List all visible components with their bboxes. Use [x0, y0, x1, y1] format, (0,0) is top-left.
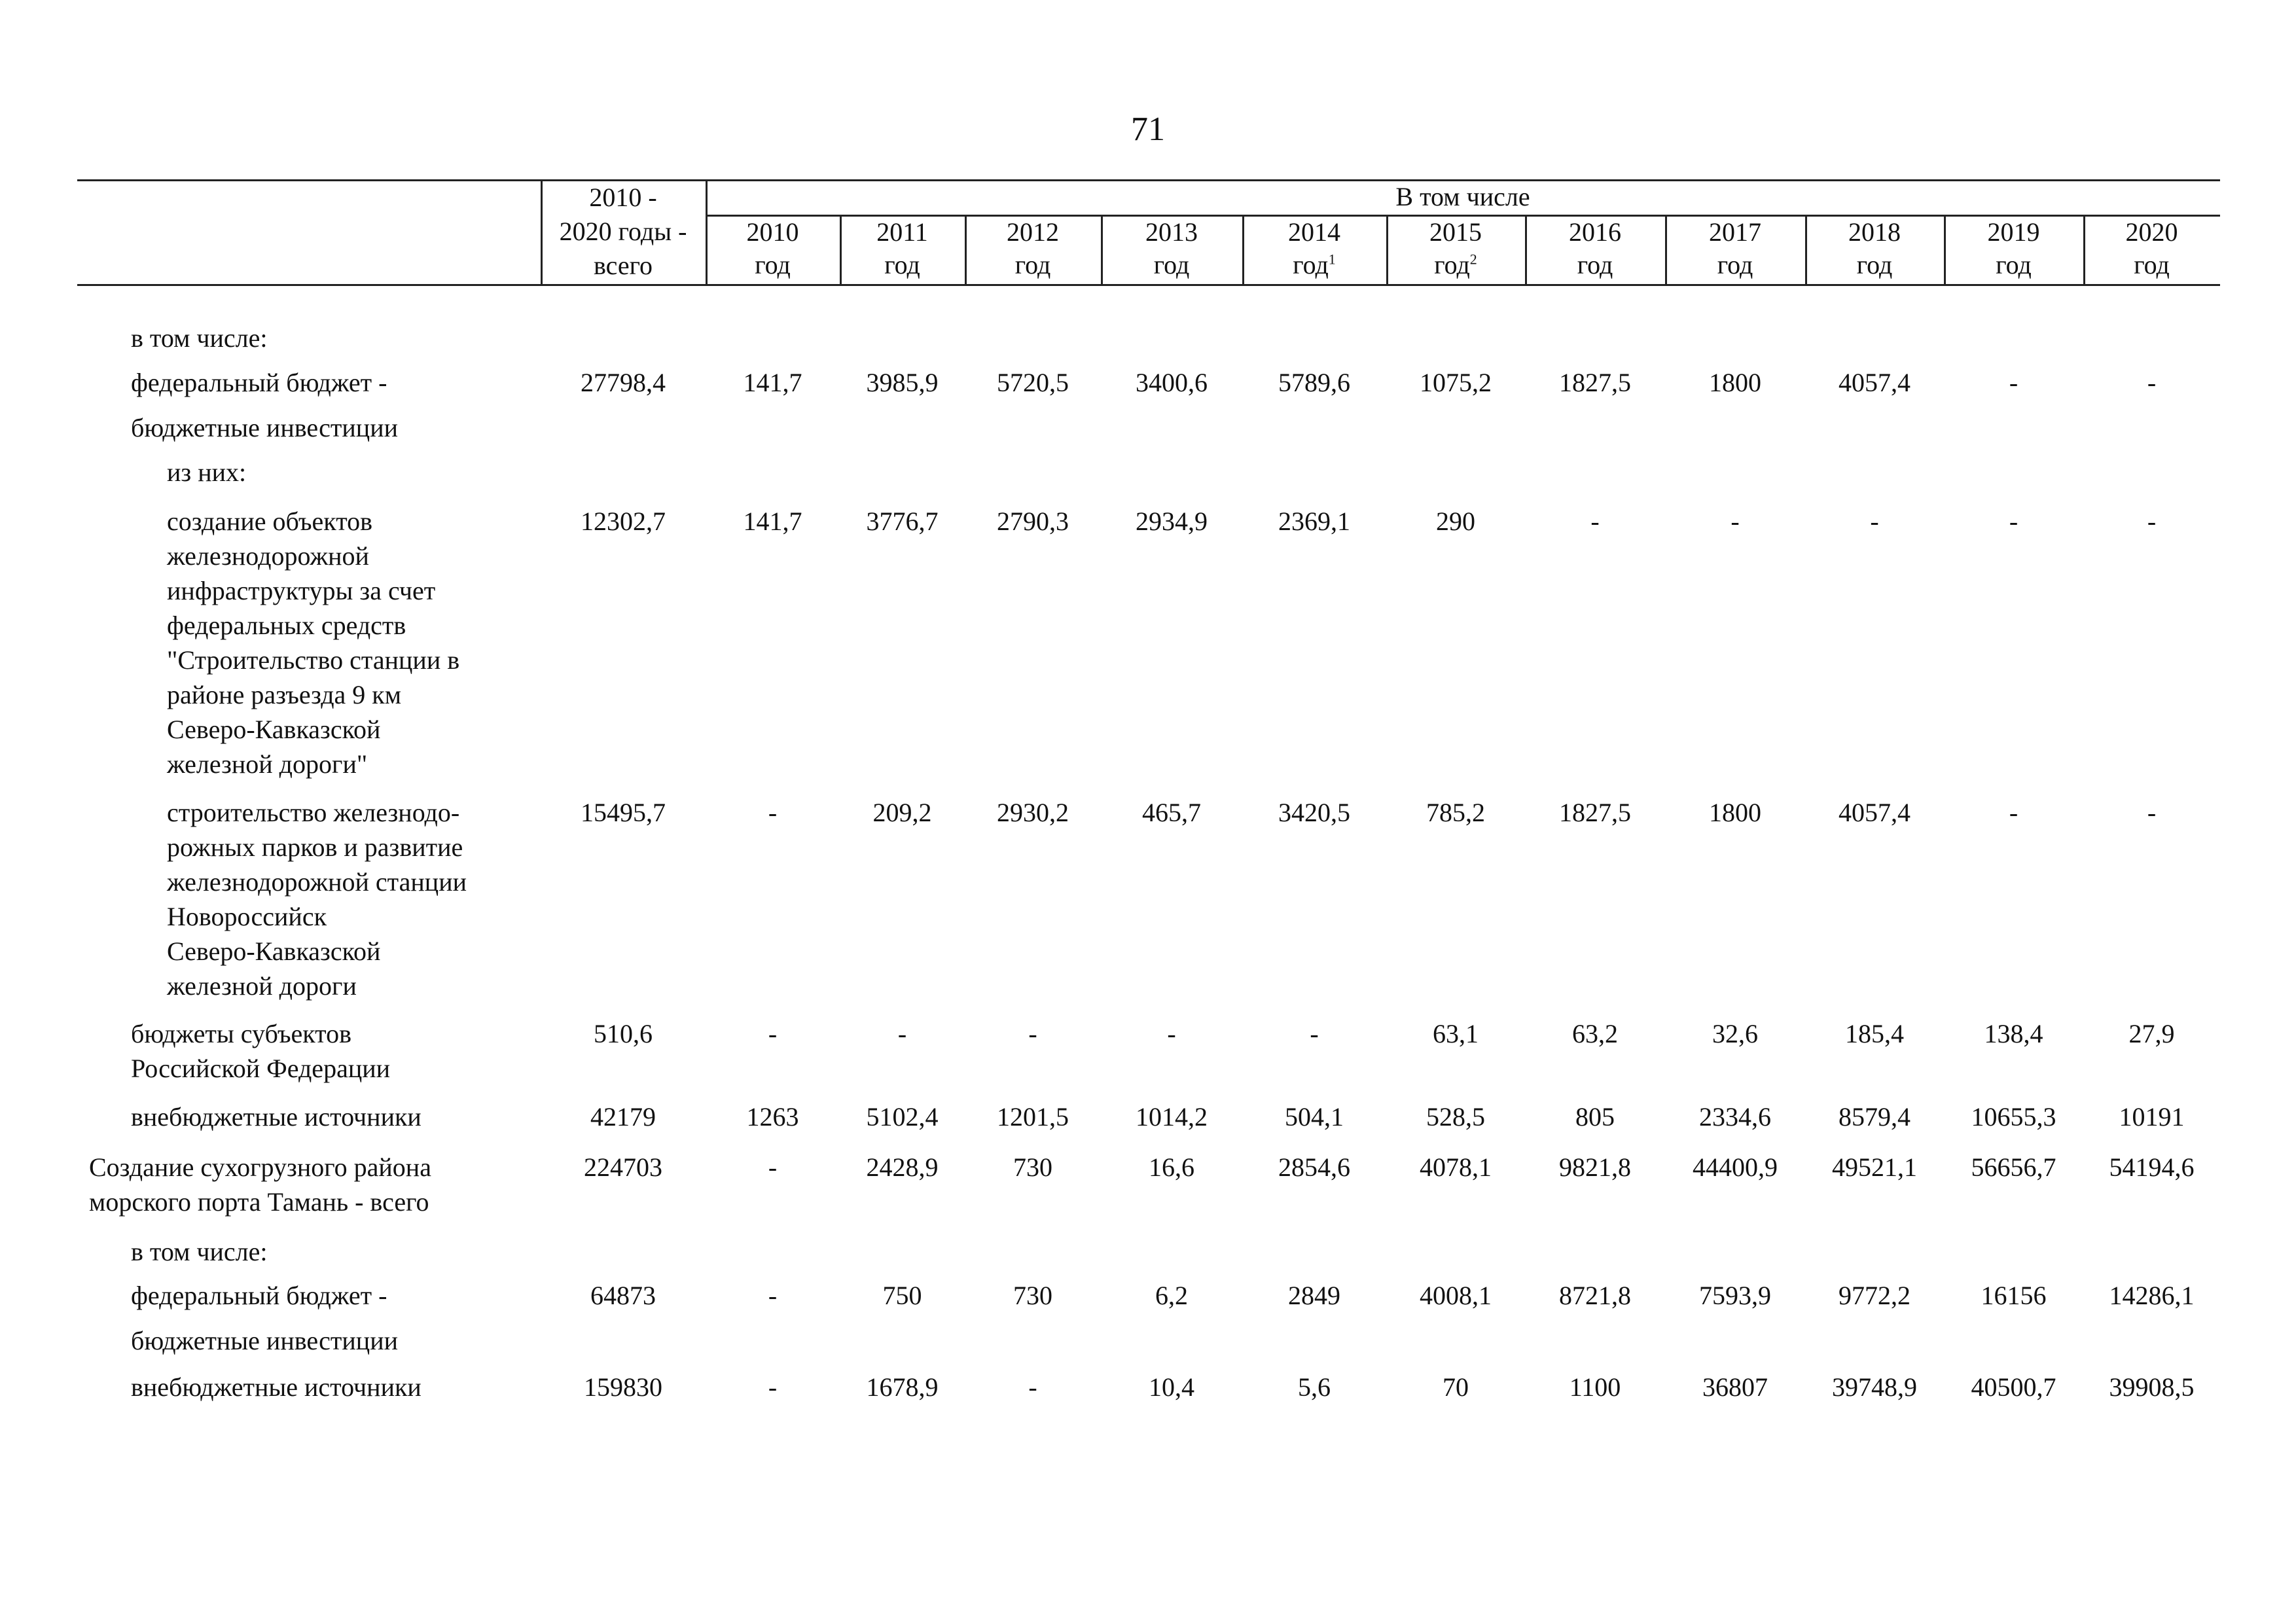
row-value: 1075,2 — [1420, 368, 1492, 397]
row-label: Новороссийск — [167, 902, 327, 931]
header-year: 2017 — [1709, 217, 1761, 247]
row-value: - — [2147, 798, 2157, 827]
header-year: 2020 — [2125, 217, 2178, 247]
header-group-label: В том числе — [1395, 182, 1530, 211]
row-value: 2334,6 — [1699, 1102, 1771, 1132]
row-value: 4078,1 — [1420, 1152, 1492, 1182]
header-year-unit-text: год — [1577, 250, 1613, 279]
row-total: 27798,4 — [581, 368, 666, 397]
row-value: 7593,9 — [1699, 1281, 1771, 1310]
row-value: 4057,4 — [1839, 798, 1910, 827]
header-year-unit — [1101, 248, 1242, 282]
row-value: - — [768, 1281, 778, 1310]
row-value: 185,4 — [1845, 1019, 1904, 1048]
header-year-unit — [1525, 248, 1665, 282]
row-value: 63,1 — [1433, 1019, 1479, 1048]
row-value: 39748,9 — [1832, 1372, 1917, 1402]
row-label: железной дороги — [167, 971, 357, 1001]
header-total-line: 2020 годы - — [559, 217, 687, 246]
row-value: 3400,6 — [1136, 368, 1208, 397]
row-label: внебюджетные источники — [131, 1102, 422, 1132]
header-year-unit — [1805, 248, 1944, 282]
row-value: 5102,4 — [866, 1102, 939, 1132]
row-value: - — [2147, 507, 2157, 536]
header-year-unit — [840, 248, 965, 282]
row-value: 2790,3 — [997, 507, 1069, 536]
row-value: 750 — [882, 1281, 922, 1310]
row-value: 290 — [1436, 507, 1475, 536]
row-value: 730 — [1013, 1281, 1052, 1310]
row-label: бюджеты субъектов — [131, 1019, 352, 1048]
row-value: 504,1 — [1285, 1102, 1344, 1132]
row-label: в том числе: — [131, 323, 268, 353]
header-year: 2011 — [876, 217, 928, 247]
header-year-unit — [1242, 248, 1386, 282]
row-value: 10191 — [2119, 1102, 2185, 1132]
row-value: - — [768, 1019, 778, 1048]
row-total: 224703 — [584, 1152, 662, 1182]
row-value: - — [2009, 798, 2018, 827]
header-year-unit-text: год — [2134, 250, 2170, 279]
header-year-unit — [1665, 248, 1805, 282]
row-value: 2369,1 — [1278, 507, 1350, 536]
row-value: 5720,5 — [997, 368, 1069, 397]
header-year: 2015 — [1429, 217, 1482, 247]
row-value: 1201,5 — [997, 1102, 1069, 1132]
row-label: рожных парков и развитие — [167, 832, 463, 862]
row-value: 14286,1 — [2109, 1281, 2195, 1310]
header-year-unit-text: год — [1717, 250, 1753, 279]
row-value: 1014,2 — [1136, 1102, 1208, 1132]
row-total: 510,6 — [594, 1019, 653, 1048]
row-value: - — [2009, 368, 2018, 397]
row-value: - — [1167, 1019, 1176, 1048]
row-value: - — [1870, 507, 1879, 536]
row-value: 3985,9 — [866, 368, 939, 397]
row-value: 1827,5 — [1559, 368, 1631, 397]
row-value: 44400,9 — [1693, 1152, 1778, 1182]
header-year-unit-text: год — [884, 250, 920, 279]
header-year-unit — [1944, 248, 2083, 282]
row-value: 3776,7 — [866, 507, 939, 536]
row-label: "Строительство станции в — [167, 645, 460, 675]
row-value: 36807 — [1702, 1372, 1768, 1402]
row-value: 4008,1 — [1420, 1281, 1492, 1310]
row-value: 3420,5 — [1278, 798, 1350, 827]
row-value: 4057,4 — [1839, 368, 1910, 397]
row-value: 209,2 — [872, 798, 932, 827]
row-value: 39908,5 — [2109, 1372, 2195, 1402]
row-value: 141,7 — [743, 368, 802, 397]
header-bottom-rule — [77, 284, 2220, 286]
header-year-unit-text: год — [1293, 250, 1329, 279]
header-year-unit — [1386, 248, 1525, 282]
row-label: бюджетные инвестиции — [131, 1326, 399, 1355]
row-value: 1678,9 — [866, 1372, 939, 1402]
header-year: 2016 — [1569, 217, 1621, 247]
row-value: 56656,7 — [1971, 1152, 2056, 1182]
row-value: 2428,9 — [866, 1152, 939, 1182]
row-value: 1800 — [1709, 798, 1761, 827]
header-year-unit-text: год — [755, 250, 791, 279]
row-label: Создание сухогрузного района — [89, 1152, 431, 1182]
row-value: 785,2 — [1426, 798, 1485, 827]
footnote-marker: 2 — [1469, 251, 1477, 268]
row-label: Российской Федерации — [131, 1054, 391, 1083]
row-total: 15495,7 — [581, 798, 666, 827]
row-value: - — [1590, 507, 1600, 536]
footnote-marker: 1 — [1328, 251, 1336, 268]
header-year: 2013 — [1145, 217, 1198, 247]
row-value: 528,5 — [1426, 1102, 1485, 1132]
header-year-unit-text: год — [1153, 250, 1190, 279]
row-value: - — [768, 798, 778, 827]
row-value: - — [1731, 507, 1740, 536]
row-label: железнодорожной станции — [167, 867, 467, 897]
row-label: строительство железнодо- — [167, 798, 460, 827]
row-label: морского порта Тамань - всего — [89, 1187, 429, 1217]
row-total: 12302,7 — [581, 507, 666, 536]
row-value: 8579,4 — [1839, 1102, 1910, 1132]
row-value: 32,6 — [1712, 1019, 1758, 1048]
row-value: 16,6 — [1149, 1152, 1194, 1182]
row-label: инфраструктуры за счет — [167, 576, 436, 605]
row-value: 54194,6 — [2109, 1152, 2195, 1182]
row-value: 141,7 — [743, 507, 802, 536]
row-value: - — [1028, 1372, 1037, 1402]
row-label: в том числе: — [131, 1237, 268, 1266]
row-value: - — [768, 1152, 778, 1182]
row-label: федеральный бюджет - — [131, 1281, 387, 1310]
row-value: 2854,6 — [1278, 1152, 1350, 1182]
row-label: железнодорожной — [167, 541, 369, 571]
header-total-line: 2010 - — [589, 183, 657, 212]
header-year-unit-text: год — [1856, 250, 1893, 279]
row-label: районе разъезда 9 км — [167, 680, 402, 709]
row-value: 138,4 — [1984, 1019, 2043, 1048]
page-number: 71 — [1131, 111, 1165, 148]
row-label: Северо-Кавказской — [167, 715, 381, 744]
row-value: 63,2 — [1572, 1019, 1618, 1048]
row-value: - — [897, 1019, 907, 1048]
row-value: 5,6 — [1298, 1372, 1331, 1402]
row-total: 42179 — [590, 1102, 656, 1132]
row-value: 730 — [1013, 1152, 1052, 1182]
row-value: - — [1310, 1019, 1319, 1048]
header-year-unit-text: год — [1996, 250, 2032, 279]
row-value: 2849 — [1288, 1281, 1340, 1310]
header-total-line: всего — [593, 251, 653, 280]
row-label: федеральный бюджет - — [131, 368, 387, 397]
row-value: 5789,6 — [1278, 368, 1350, 397]
header-year: 2019 — [1987, 217, 2040, 247]
row-value: 9772,2 — [1839, 1281, 1910, 1310]
header-year-unit-text: год — [1014, 250, 1051, 279]
row-value: - — [1028, 1019, 1037, 1048]
row-label: федеральных средств — [167, 611, 406, 640]
row-value: 2934,9 — [1136, 507, 1208, 536]
row-value: 1100 — [1569, 1372, 1621, 1402]
row-value: 70 — [1443, 1372, 1469, 1402]
row-value: 10,4 — [1149, 1372, 1194, 1402]
row-label: железной дороги" — [167, 749, 368, 779]
row-value: 805 — [1575, 1102, 1615, 1132]
header-year: 2014 — [1288, 217, 1340, 247]
row-label: из них: — [167, 457, 247, 487]
row-value: - — [2147, 368, 2157, 397]
row-value: 465,7 — [1142, 798, 1201, 827]
header-year-unit-text: год — [1434, 250, 1470, 279]
row-value: - — [768, 1372, 778, 1402]
row-value: 9821,8 — [1559, 1152, 1631, 1182]
row-value: 27,9 — [2128, 1019, 2175, 1048]
row-value: 8721,8 — [1559, 1281, 1631, 1310]
row-value: - — [2009, 507, 2018, 536]
header-year-unit — [706, 248, 840, 282]
header-year: 2012 — [1007, 217, 1059, 247]
row-value: 49521,1 — [1832, 1152, 1917, 1182]
row-total: 64873 — [590, 1281, 656, 1310]
row-total: 159830 — [584, 1372, 662, 1402]
row-label: создание объектов — [167, 507, 373, 536]
header-year: 2010 — [746, 217, 799, 247]
row-value: 2930,2 — [997, 798, 1069, 827]
row-value: 10655,3 — [1971, 1102, 2056, 1132]
row-value: 1827,5 — [1559, 798, 1631, 827]
row-value: 40500,7 — [1971, 1372, 2056, 1402]
header-year: 2018 — [1848, 217, 1901, 247]
header-year-unit — [2083, 248, 2220, 282]
row-label: внебюджетные источники — [131, 1372, 422, 1402]
row-value: 16156 — [1981, 1281, 2047, 1310]
row-label: бюджетные инвестиции — [131, 413, 399, 442]
row-value: 1263 — [746, 1102, 799, 1132]
row-value: 6,2 — [1155, 1281, 1188, 1310]
header-year-unit — [965, 248, 1101, 282]
row-value: 1800 — [1709, 368, 1761, 397]
row-label: Северо-Кавказской — [167, 936, 381, 966]
